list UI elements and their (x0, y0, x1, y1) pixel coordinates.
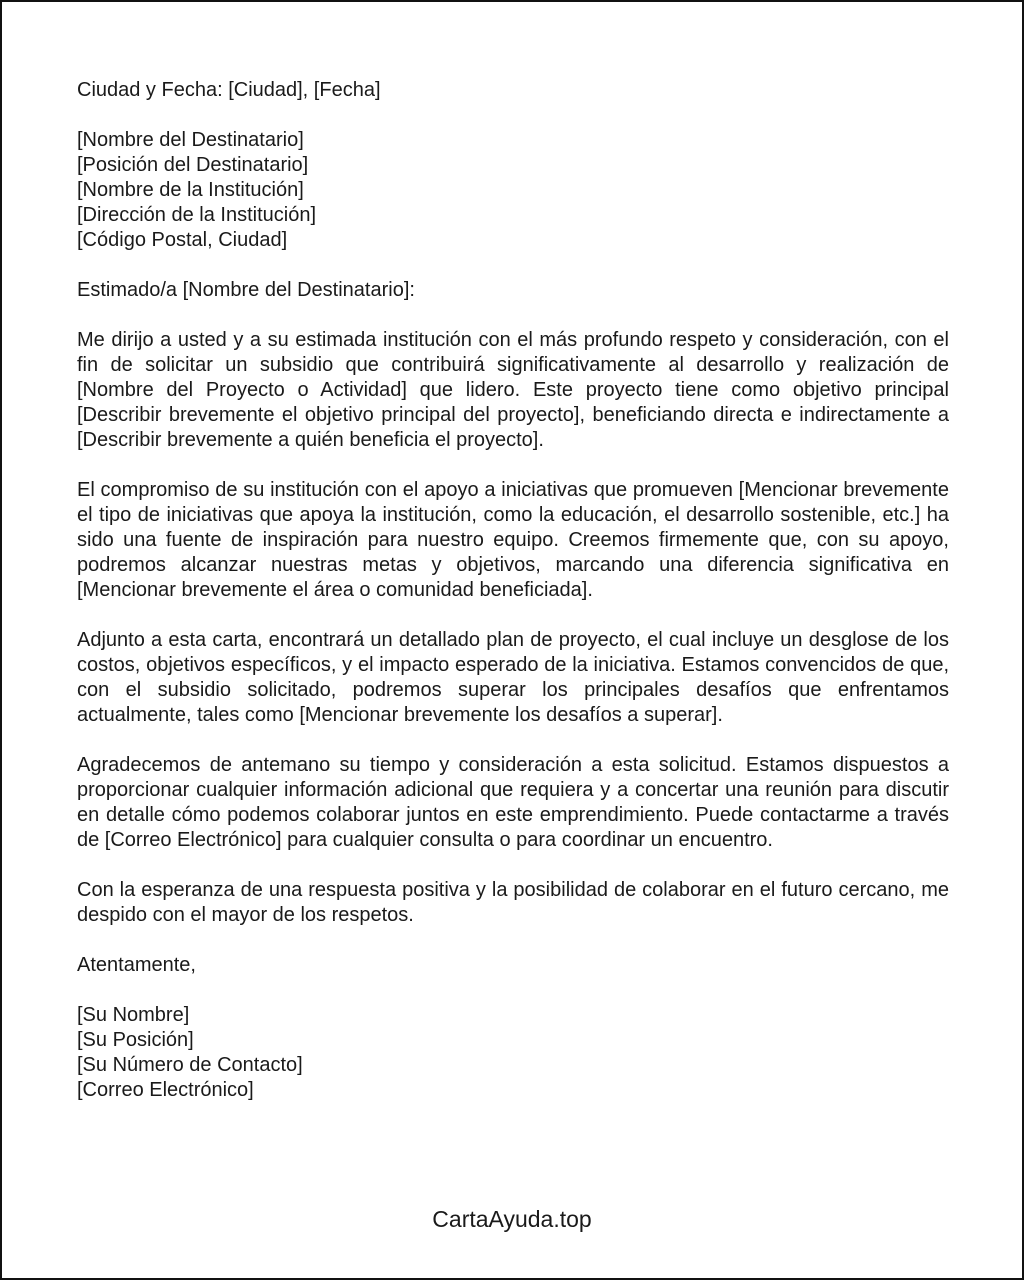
paragraph-thanks: Agradecemos de antemano su tiempo y consideración a esta solicitud. Estamos dispuestos a proporcionar cualquier información adicional que requiera y a concertar una reunión para discutir en detalle cómo podemos colaborar juntos en este emprendimiento. Puede contactarme a través de [Correo Electrónico] para cualquier consulta o para coordinar un encuentro. (77, 754, 949, 851)
signature-name: [Su Nombre] (77, 1004, 190, 1026)
paragraph-intro: Me dirijo a usted y a su estimada institución con el más profundo respeto y consideración, con el fin de solicitar un subsidio que contribuirá significativamente al desarrollo y realización de [Nombre del Proyecto o Actividad] que lidero. Este proyecto tiene como objetivo principal [Describir brevemente el objetivo principal del proyecto], beneficiando directa e indirectamente a [Describir brevemente a quién beneficia el proyecto]. (77, 329, 949, 451)
recipient-block (77, 128, 949, 253)
closing: Atentamente, (77, 954, 196, 976)
place-date-line: Ciudad y Fecha: [Ciudad], [Fecha] (77, 79, 381, 101)
salutation: Estimado/a [Nombre del Destinatario]: (77, 279, 415, 301)
signature-email: [Correo Electrónico] (77, 1079, 254, 1101)
recipient-postal: [Código Postal, Ciudad] (77, 229, 288, 251)
signature-block (77, 1003, 949, 1103)
recipient-position: [Posición del Destinatario] (77, 154, 309, 176)
recipient-address: [Dirección de la Institución] (77, 204, 317, 226)
footer-site-name: CartaAyuda.top (432, 1206, 592, 1232)
paragraph-farewell: Con la esperanza de una respuesta positiva y la posibilidad de colaborar en el futuro cercano, me despido con el mayor de los respetos. (77, 879, 949, 926)
recipient-name: [Nombre del Destinatario] (77, 129, 304, 151)
letter-body (77, 78, 949, 1103)
paragraph-attachment: Adjunto a esta carta, encontrará un detallado plan de proyecto, el cual incluye un desglose de los costos, objetivos específicos, y el impacto esperado de la iniciativa. Estamos convencidos de que, con el subsidio solicitado, podremos superar los principales desafíos que enfrentamos actualmente, tales como [Mencionar brevemente los desafíos a superar]. (77, 629, 949, 726)
signature-position: [Su Posición] (77, 1029, 194, 1051)
paragraph-commitment: El compromiso de su institución con el apoyo a iniciativas que promueven [Mencionar brevemente el tipo de iniciativas que apoya la institución, como la educación, el desarrollo sostenible, etc.] ha sido una fuente de inspiración para nuestro equipo. Creemos firmemente que, con su apoyo, podremos alcanzar nuestras metas y objetivos, marcando una diferencia significativa en [Mencionar brevemente el área o comunidad beneficiada]. (77, 479, 949, 601)
recipient-institution: [Nombre de la Institución] (77, 179, 304, 201)
signature-phone: [Su Número de Contacto] (77, 1054, 303, 1076)
